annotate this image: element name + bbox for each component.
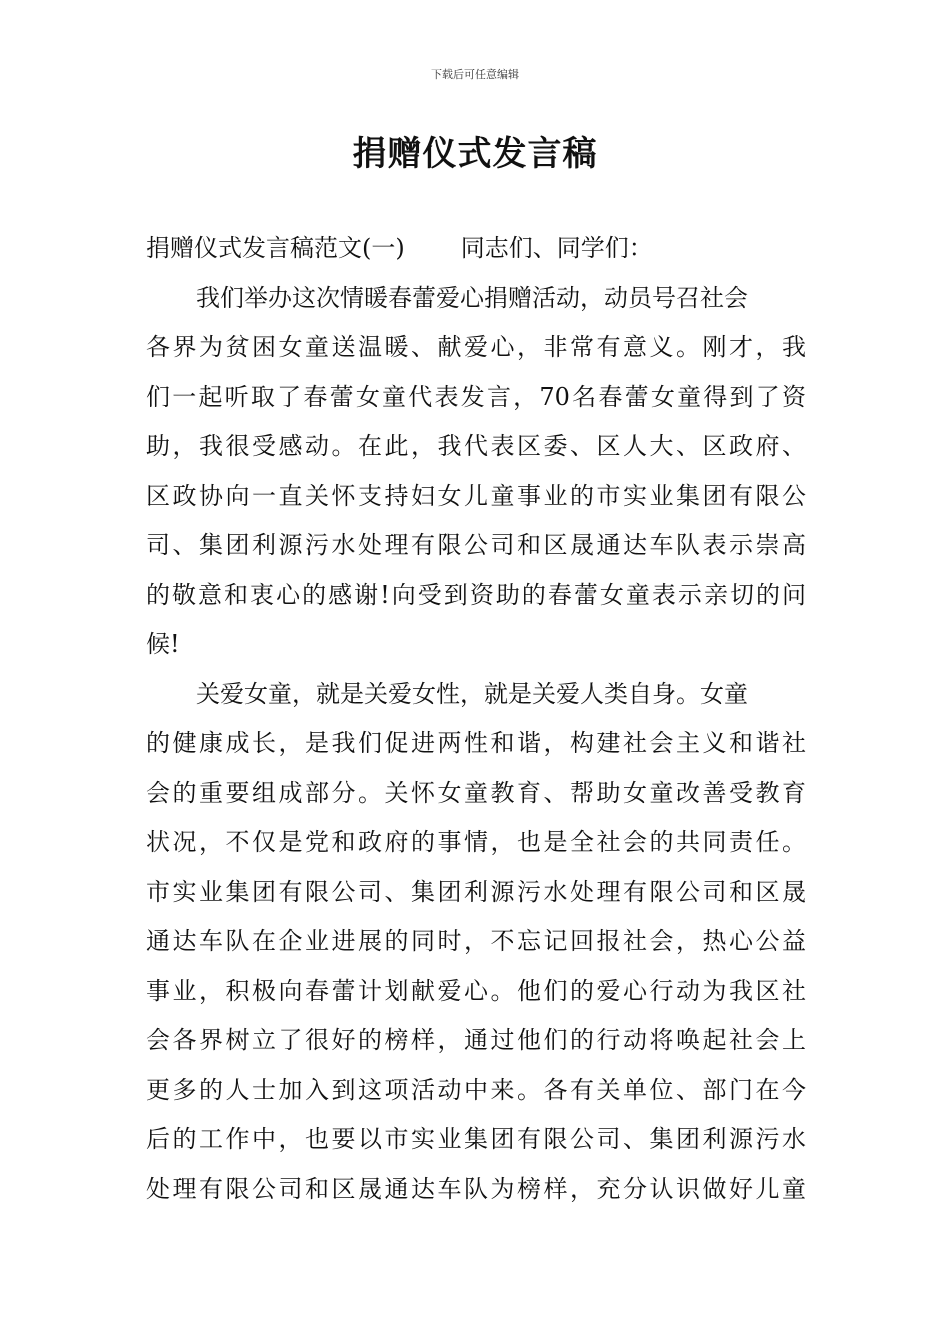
salutation: 同志们、同学们：	[460, 234, 653, 262]
paragraph-1-line-3: 们一起听取了春蕾女童代表发言，70名春蕾女童得到了资	[146, 382, 806, 411]
header-note: 下载后可任意编辑	[431, 68, 519, 81]
paragraph-2-line-9: 更多的人士加入到这项活动中来。各有关单位、部门在今	[146, 1075, 806, 1104]
intro-line	[146, 224, 806, 274]
paragraph-2-line-11: 处理有限公司和区晟通达车队为榜样，充分认识做好儿童	[146, 1174, 806, 1203]
paragraph-1-line-8: 候!	[146, 630, 180, 658]
paragraph-2-line-8: 会各界树立了很好的榜样，通过他们的行动将唤起社会上	[146, 1026, 806, 1054]
paragraph-2-line-4: 状况，不仅是党和政府的事情，也是全社会的共同责任。	[146, 828, 806, 856]
paragraph-2-line-5: 市实业集团有限公司、集团利源污水处理有限公司和区晟	[146, 877, 806, 906]
paragraph-2-line-3: 会的重要组成部分。关怀女童教育、帮助女童改善受教育	[146, 778, 806, 807]
subtitle: 捐赠仪式发言稿范文(一)	[146, 234, 405, 262]
paragraph-1-line-5: 区政协向一直关怀支持妇女儿童事业的市实业集团有限公	[146, 481, 806, 510]
paragraph-2-line-6: 通达车队在企业进展的同时，不忘记回报社会，热心公益	[146, 927, 806, 955]
paragraph-2-line-10: 后的工作中，也要以市实业集团有限公司、集团利源污水	[146, 1125, 806, 1153]
paragraph-2-line-2: 的健康成长，是我们促进两性和谐，构建社会主义和谐社	[146, 729, 806, 757]
document-title: 捐赠仪式发言稿	[352, 134, 598, 174]
paragraph-1-line-2: 各界为贫困女童送温暖、献爱心，非常有意义。刚才，我	[146, 333, 806, 361]
paragraph-2-line-1: 关爱女童，就是关爱女性，就是关爱人类自身。女童	[196, 679, 748, 708]
paragraph-2-line-7: 事业，积极向春蕾计划献爱心。他们的爱心行动为我区社	[146, 976, 806, 1005]
paragraph-1-line-4: 助，我很受感动。在此，我代表区委、区人大、区政府、	[146, 432, 806, 460]
paragraph-1-line-7: 的敬意和衷心的感谢!向受到资助的春蕾女童表示亲切的问	[146, 580, 806, 609]
document-body	[146, 224, 806, 1214]
paragraph-1-line-1: 我们举办这次情暖春蕾爱心捐赠活动，动员号召社会	[196, 283, 748, 312]
paragraph-1-line-6: 司、集团利源污水处理有限公司和区晟通达车队表示崇高	[146, 531, 806, 559]
